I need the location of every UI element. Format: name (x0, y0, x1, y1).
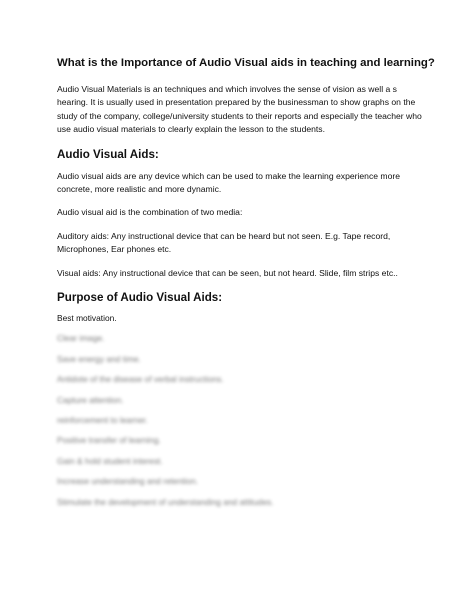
purpose-item: Best motivation. (57, 313, 117, 324)
definition-paragraph: Audio visual aids are any device which can be used to make the learning experience more concrete, more realistic and more dynamic. (57, 170, 400, 195)
purpose-item: Save energy and time. (57, 353, 141, 364)
section-heading-audio-visual-aids: Audio Visual Aids: (57, 147, 159, 161)
section-heading-purpose: Purpose of Audio Visual Aids: (57, 291, 223, 305)
purpose-list (57, 313, 422, 507)
document-title: What is the Importance of Audio Visual aids in teaching and learning? (57, 57, 435, 69)
purpose-item: Antidote of the disease of verbal instructions. (57, 374, 224, 385)
purpose-item: reinforcement to learner. (57, 415, 148, 426)
auditory-aids-paragraph: Auditory aids: Any instructional device that can be heard but not seen. E.g. Tape record, Microphones, Ear phones etc. (57, 230, 391, 255)
purpose-item: Positive transfer of learning. (57, 435, 161, 446)
purpose-item: Clear image. (57, 333, 105, 344)
purpose-item: Stimulate the development of understanding and attitudes. (57, 496, 274, 507)
intro-paragraph: Audio Visual Materials is an techniques and which involves the sense of vision as well a s hearing. It is usually used in presentation prepared by the businessman to show graphs on the study of the company, college/university students to their reports and especially the teacher who use audio visual materials to clearly explain the lesson to the students. (57, 84, 422, 135)
purpose-item: Increase understanding and retention. (57, 476, 199, 487)
media-combination-paragraph: Audio visual aid is the combination of two media: (57, 207, 243, 218)
visual-aids-paragraph: Visual aids: Any instructional device that can be seen, but not heard. Slide, film strips etc.. (57, 267, 398, 278)
purpose-item: Gain & hold student interest. (57, 455, 163, 466)
purpose-item: Capture attention. (57, 394, 124, 405)
